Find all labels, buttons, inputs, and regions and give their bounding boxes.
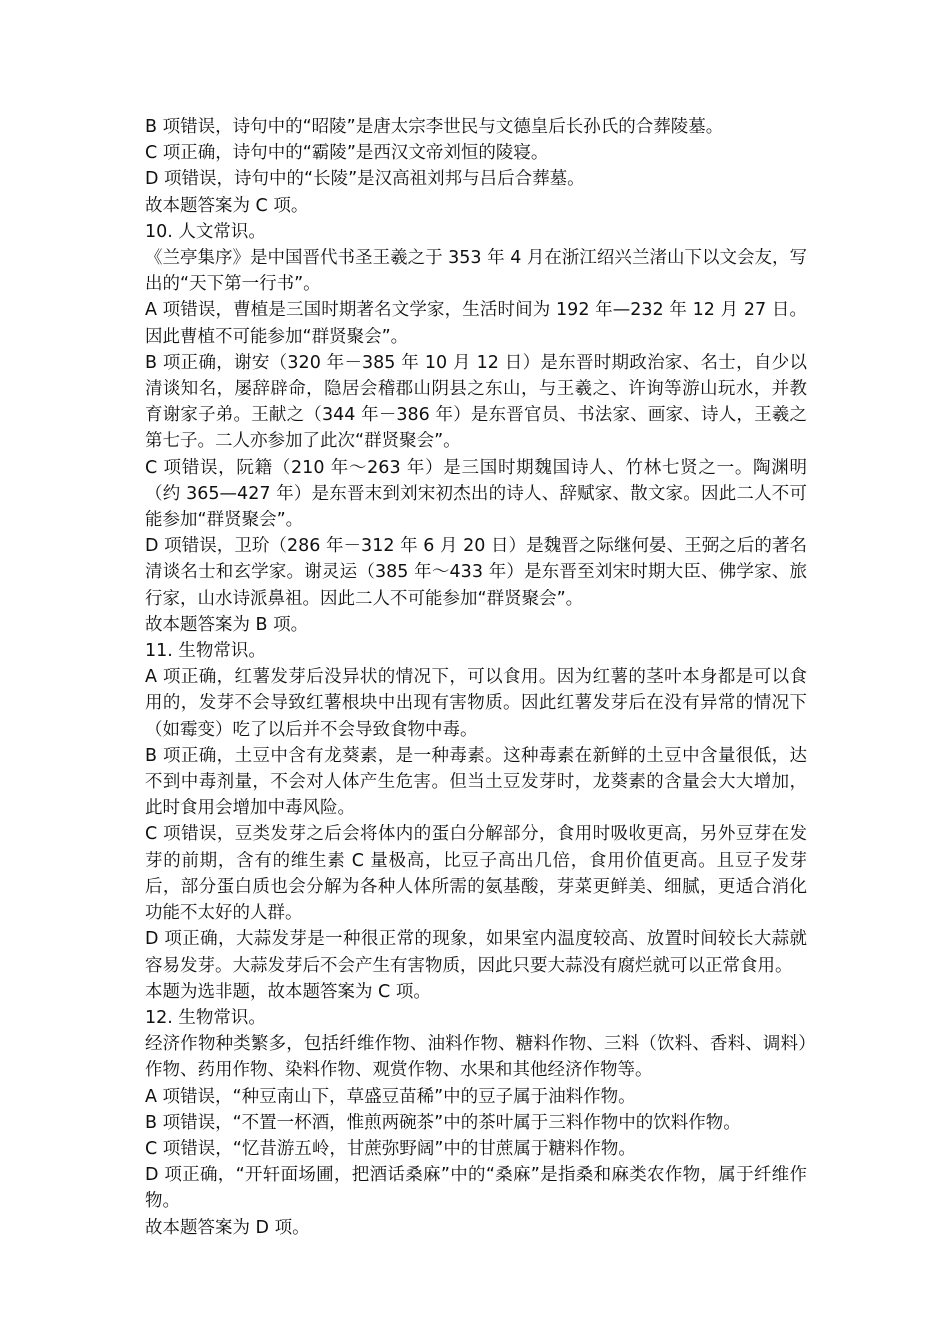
- question-heading-10: 10. 人文常识。: [145, 221, 266, 242]
- answer-d-q12: D 项正确，“开轩面场圃，把酒话桑麻”中的“桑麻”是指桑和麻类农作物，属于纤维作物。: [145, 1165, 807, 1212]
- answer-c-q12: C 项错误，“忆昔游五岭，甘蔗弥野阔”中的甘蔗属于糖料作物。: [145, 1138, 636, 1159]
- question-heading-11: 11. 生物常识。: [145, 641, 266, 662]
- intro-q10: 《兰亭集序》是中国晋代书圣王羲之于 353 年 4 月在浙江绍兴兰渚山下以文会友，写出的“天下第一行书”。: [145, 248, 807, 295]
- answer-summary-q9: 故本题答案为 C 项。: [145, 195, 309, 216]
- answer-summary-q10: 故本题答案为 B 项。: [145, 614, 309, 635]
- answer-b-q10: B 项正确，谢安（320 年－385 年 10 月 12 日）是东晋时期政治家、名士，自少以清谈知名，屡辞辟命，隐居会稽郡山阴县之东山，与王羲之、许询等游山玩水，并教育谢家子弟。王献之（344 年－386 年）是东晋官员、书法家、画家、诗人，王羲之第七子。二人亦参加了此次“群贤聚会”。: [145, 352, 807, 452]
- answer-a-q11: A 项正确，红薯发芽后没异状的情况下，可以食用。因为红薯的茎叶本身都是可以食用的，发芽不会导致红薯根块中出现有害物质。因此红薯发芽后在没有异常的情况下（如霉变）吃了以后并不会导致食物中毒。: [145, 667, 807, 740]
- answer-a-q12: A 项错误，“种豆南山下，草盛豆苗稀”中的豆子属于油料作物。: [145, 1086, 636, 1107]
- answer-c-q11: C 项错误，豆类发芽之后会将体内的蛋白分解部分，食用时吸收更高，另外豆芽在发芽的前期，含有的维生素 C 量极高，比豆子高出几倍，食用价值更高。且豆子发芽后，部分蛋白质也会分解为各种人体所需的氨基酸，芽菜更鲜美、细腻，更适合消化功能不太好的人群。: [145, 824, 807, 924]
- intro-q12: 经济作物种类繁多，包括纤维作物、油料作物、糖料作物、三料（饮料、香料、调料）作物、药用作物、染料作物、观赏作物、水果和其他经济作物等。: [145, 1034, 807, 1081]
- answer-d-q10: D 项错误，卫玠（286 年－312 年 6 月 20 日）是魏晋之际继何晏、王弼之后的著名清谈名士和玄学家。谢灵运（385 年～433 年）是东晋至刘宋时期大臣、佛学家、旅行家，山水诗派鼻祖。因此二人不可能参加“群贤聚会”。: [145, 536, 807, 609]
- answer-c-q10: C 项错误，阮籍（210 年～263 年）是三国时期魏国诗人、竹林七贤之一。陶渊明（约 365—427 年）是东晋末到刘宋初杰出的诗人、辞赋家、散文家。因此二人不可能参加“群贤聚会”。: [145, 457, 807, 531]
- answer-b-q12: B 项错误，“不置一杯酒，惟煎两碗茶”中的茶叶属于三料作物中的饮料作物。: [145, 1112, 741, 1133]
- answer-summary-q11: 本题为选非题，故本题答案为 C 项。: [145, 981, 431, 1002]
- answer-d-q9: D 项错误，诗句中的“长陵”是汉高祖刘邦与吕后合葬墓。: [145, 169, 585, 190]
- answer-a-q10: A 项错误，曹植是三国时期著名文学家，生活时间为 192 年—232 年 12 月 27 日。因此曹植不可能参加“群贤聚会”。: [145, 300, 807, 347]
- answer-c-q9: C 项正确，诗句中的“霸陵”是西汉文帝刘恒的陵寝。: [145, 143, 549, 164]
- document-page: [145, 114, 807, 1241]
- answer-summary-q12: 故本题答案为 D 项。: [145, 1217, 310, 1238]
- question-heading-12: 12. 生物常识。: [145, 1007, 266, 1028]
- answer-b-q11: B 项正确，土豆中含有龙葵素，是一种毒素。这种毒素在新鲜的土豆中含量很低，达不到中毒剂量，不会对人体产生危害。但当土豆发芽时，龙葵素的含量会大大增加，此时食用会增加中毒风险。: [145, 745, 807, 819]
- answer-b-q9: B 项错误，诗句中的“昭陵”是唐太宗李世民与文德皇后长孙氏的合葬陵墓。: [145, 117, 724, 137]
- answer-d-q11: D 项正确，大蒜发芽是一种很正常的现象，如果室内温度较高、放置时间较长大蒜就容易发芽。大蒜发芽后不会产生有害物质，因此只要大蒜没有腐烂就可以正常食用。: [145, 929, 807, 976]
